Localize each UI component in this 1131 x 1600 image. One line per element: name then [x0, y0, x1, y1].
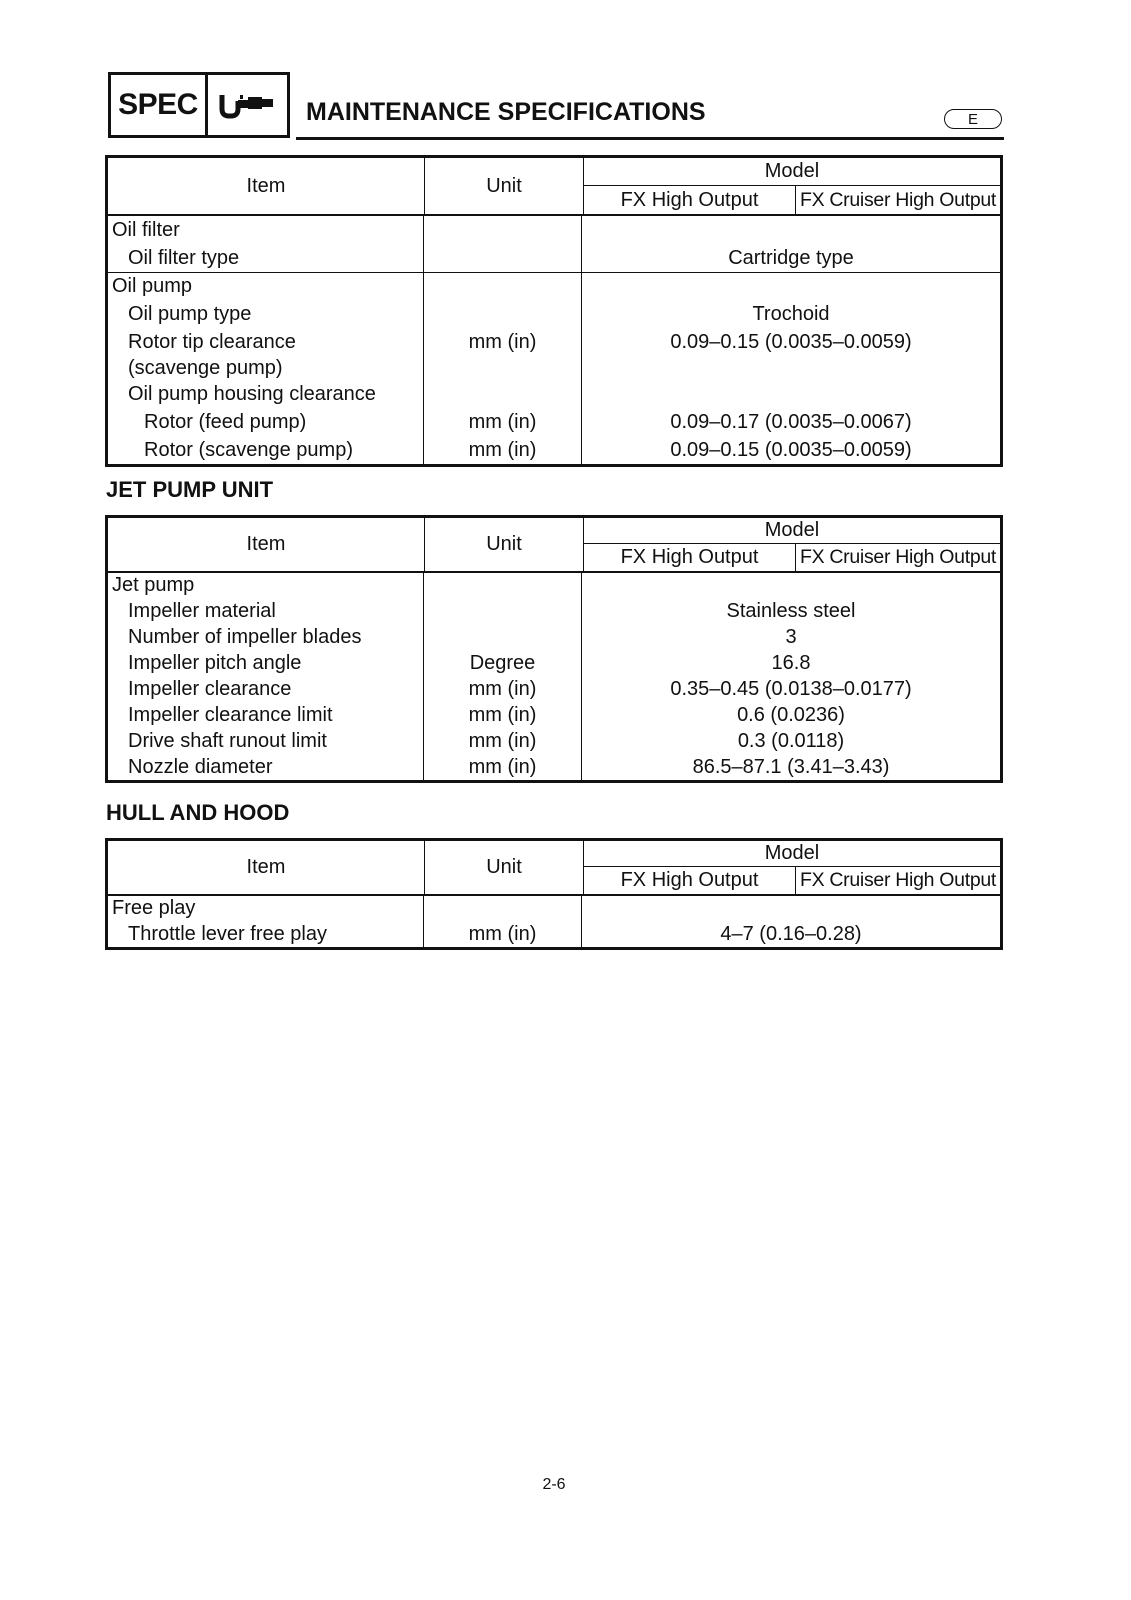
spec-label: SPEC [111, 75, 208, 135]
item-label: Oil pump housing clearance [128, 382, 376, 405]
model-fx-high-output: FX High Output [584, 867, 796, 894]
item-label: Number of impeller blades [128, 625, 362, 648]
jet-pump-spec-table [105, 515, 1003, 783]
value-cell: 0.6 (0.0236) [737, 703, 845, 726]
item-label: (scavenge pump) [128, 356, 283, 379]
item-label: Throttle lever free play [128, 922, 327, 945]
unit-header: Unit [425, 841, 584, 894]
unit-header: Unit [425, 158, 584, 214]
value-cell: Trochoid [752, 302, 830, 325]
value-cell [582, 380, 1000, 408]
oil-spec-table [105, 155, 1003, 467]
value-cell: 3 [785, 625, 797, 648]
section-heading-hull-and-hood: HULL AND HOOD [106, 800, 290, 825]
model-label: Model [584, 841, 1000, 867]
unit-cell [424, 300, 581, 328]
model-fx-cruiser-high-output: FX Cruiser High Output [799, 869, 997, 891]
value-cell: 0.35–0.45 (0.0138–0.0177) [670, 677, 912, 700]
item-label: Nozzle diameter [128, 755, 273, 778]
value-cell [582, 573, 1000, 598]
item-header: Item [108, 518, 425, 571]
table-body [108, 216, 1000, 464]
group-title: Free play [112, 897, 196, 919]
item-header: Item [108, 158, 425, 214]
model-header [584, 518, 1000, 571]
unit-header: Unit [425, 518, 584, 571]
value-cell: 86.5–87.1 (3.41–3.43) [692, 755, 890, 778]
unit-cell: mm (in) [468, 703, 537, 726]
item-label: Impeller clearance [128, 677, 292, 700]
item-label: Oil filter type [128, 246, 240, 269]
value-cell: 4–7 (0.16–0.28) [720, 922, 862, 945]
value-cell [582, 896, 1000, 921]
table-body [108, 896, 1000, 947]
model-subheaders [584, 186, 1000, 214]
group-title: Oil filter [112, 218, 180, 241]
table-body [108, 573, 1000, 780]
section-heading-jet-pump: JET PUMP UNIT [106, 477, 274, 502]
unit-cell [424, 272, 581, 300]
item-label: Impeller material [128, 599, 276, 622]
model-fx-cruiser-high-output: FX Cruiser High Output [799, 188, 997, 211]
model-header [584, 841, 1000, 894]
value-cell: 0.3 (0.0118) [737, 729, 845, 752]
unit-cell [424, 624, 581, 650]
table-header [108, 841, 1000, 896]
value-cell: 16.8 [771, 651, 811, 674]
model-fx-high-output: FX High Output [584, 544, 796, 571]
value-cell: 0.09–0.17 (0.0035–0.0067) [670, 410, 912, 433]
value-cell: 0.09–0.15 (0.0035–0.0059) [670, 330, 912, 353]
group-title: Jet pump [112, 574, 195, 596]
hull-spec-table [105, 838, 1003, 950]
item-column [108, 896, 424, 947]
unit-column [424, 216, 582, 464]
value-cell: Cartridge type [728, 246, 854, 269]
item-label: Impeller clearance limit [128, 703, 333, 726]
unit-cell: mm (in) [468, 330, 537, 353]
item-label: Drive shaft runout limit [128, 729, 327, 752]
table-header [108, 158, 1000, 216]
unit-cell [424, 356, 581, 380]
item-label: Rotor (feed pump) [144, 410, 307, 433]
item-label: Oil pump type [128, 302, 252, 325]
unit-cell: mm (in) [468, 729, 537, 752]
unit-cell [424, 380, 581, 408]
unit-cell: mm (in) [468, 677, 537, 700]
unit-cell [424, 896, 581, 921]
group-title: Oil pump [108, 272, 423, 300]
model-fx-cruiser-high-output: FX Cruiser High Output [799, 546, 997, 568]
value-cell [582, 216, 1000, 244]
value-column [582, 896, 1000, 947]
model-label: Model [584, 518, 1000, 544]
value-cell [582, 356, 1000, 380]
page-number: 2-6 [542, 1476, 566, 1493]
value-cell: 0.09–0.15 (0.0035–0.0059) [670, 438, 912, 461]
unit-cell: mm (in) [468, 922, 537, 945]
unit-cell [424, 216, 581, 244]
value-column [582, 216, 1000, 464]
unit-cell: mm (in) [468, 755, 537, 778]
unit-cell [424, 598, 581, 624]
item-label: Rotor tip clearance [128, 330, 296, 353]
unit-column [424, 573, 582, 780]
model-header [584, 158, 1000, 214]
page-title: MAINTENANCE SPECIFICATIONS [306, 98, 706, 126]
micrometer-icon [208, 75, 287, 135]
unit-cell: mm (in) [468, 438, 537, 461]
unit-cell: Degree [469, 651, 536, 674]
item-header: Item [108, 841, 425, 894]
item-label: Impeller pitch angle [128, 651, 302, 674]
item-column [108, 216, 424, 464]
model-fx-high-output: FX High Output [584, 186, 796, 214]
item-label: Rotor (scavenge pump) [144, 438, 353, 461]
model-subheaders [584, 544, 1000, 571]
model-subheaders [584, 867, 1000, 894]
title-rule [296, 137, 1004, 140]
spec-badge [108, 72, 290, 138]
unit-cell: mm (in) [468, 410, 537, 433]
value-cell [582, 272, 1000, 300]
unit-column [424, 896, 582, 947]
value-column [582, 573, 1000, 780]
unit-cell [424, 244, 581, 272]
language-badge: E [944, 109, 1002, 129]
item-column [108, 573, 424, 780]
unit-cell [424, 573, 581, 598]
model-label: Model [584, 158, 1000, 186]
table-header [108, 518, 1000, 573]
value-cell: Stainless steel [726, 599, 856, 622]
